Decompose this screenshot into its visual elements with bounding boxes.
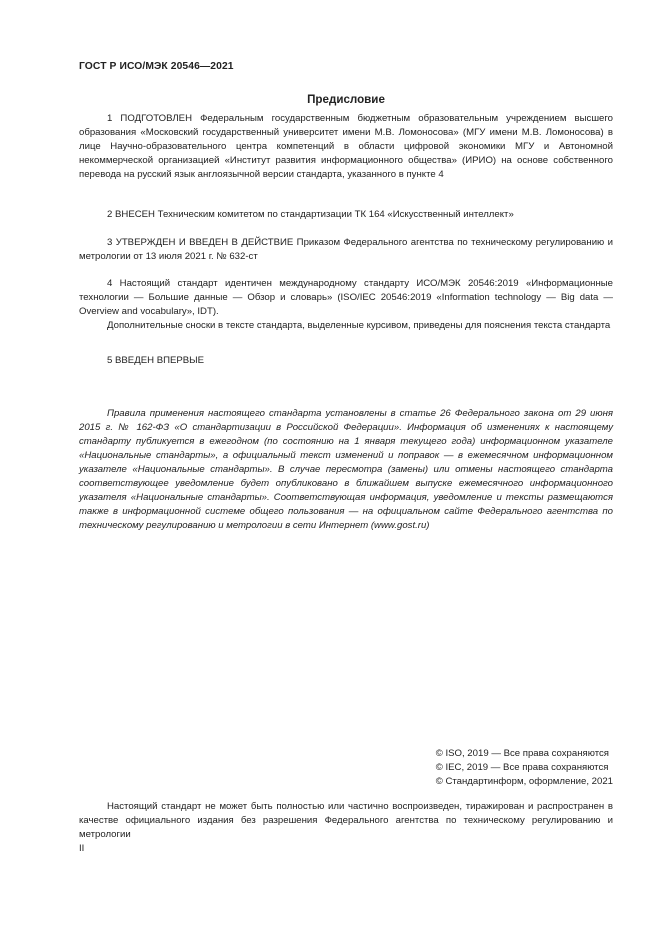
standard-code-header: ГОСТ Р ИСО/МЭК 20546—2021 [79, 61, 234, 72]
copyright-iec: © IEC, 2019 — Все права сохраняются [435, 762, 609, 773]
page-number: II [79, 843, 85, 854]
reproduction-notice: Настоящий стандарт не может быть полностью или частично воспроизведен, тиражирован и распространен в качестве официального издания без разрешения Федерального агентства по техническому регулированию и метрологии [79, 801, 613, 840]
copyright-iso: © ISO, 2019 — Все права сохраняются [435, 748, 609, 759]
page-title: Предисловие [307, 93, 385, 106]
paragraph-introduced-first: 5 ВВЕДЕН ВПЕРВЫЕ [107, 355, 205, 366]
paragraph-prepared-by: 1 ПОДГОТОВЛЕН Федеральным государственным бюджетным образовательным учреждением высшего образования «Московский государственный университет имени М.В. Ломоносова» (МГУ имени М.В. Ломоносова) в лице Научно-образовательного центра компетенций в области цифровой экономики МГУ и Автономной некоммерческой организацией «Институт развития информационного общества» (ИРИО) на основе собственного перевода на русский язык англоязычной версии стандарта, указанного в пункте 4 [79, 113, 613, 180]
paragraph-additional-footnotes: Дополнительные сноски в тексте стандарта, выделенные курсивом, приведены для пояснения текста стандарта [107, 320, 611, 331]
paragraph-approved: 3 УТВЕРЖДЕН И ВВЕДЕН В ДЕЙСТВИЕ Приказом Федерального агентства по техническому регулированию и метрологии от 13 июля 2021 г. № 632-ст [79, 237, 613, 262]
copyright-block [436, 747, 613, 789]
paragraph-submitted-by: 2 ВНЕСЕН Техническим комитетом по стандартизации ТК 164 «Искусственный интеллект» [107, 209, 514, 220]
document-page [79, 0, 613, 935]
application-rules-notice: Правила применения настоящего стандарта установлены в статье 26 Федерального закона от 29 июня 2015 г. № 162-ФЗ «О стандартизации в Российской Федерации». Информация об изменениях к настоящему стандарту публикуется в ежегодном (по состоянию на 1 января текущего года) информационном указателе «Национальные стандарты», а официальный текст изменений и поправок — в ежемесячном информационном указателе «Национальные стандарты». В случае пересмотра (замены) или отмены настоящего стандарта соответствующее уведомление будет опубликовано в ближайшем выпуске ежемесячного информационного указателя «Национальные стандарты». Соответствующая информация, уведомление и тексты размещаются также в информационной системе общего пользования — на официальном сайте Федерального агентства по техническому регулированию и метрологии в сети Интернет (www.gost.ru) [79, 408, 613, 531]
paragraph-identical-standard: 4 Настоящий стандарт идентичен международному стандарту ИСО/МЭК 20546:2019 «Информационные технологии — Большие данные — Обзор и словарь» (ISO/IEC 20546:2019 «Information technology — Big data — Overview and vocabulary», IDT). [79, 278, 613, 317]
copyright-standartinform: © Стандартинформ, оформление, 2021 [435, 776, 613, 787]
